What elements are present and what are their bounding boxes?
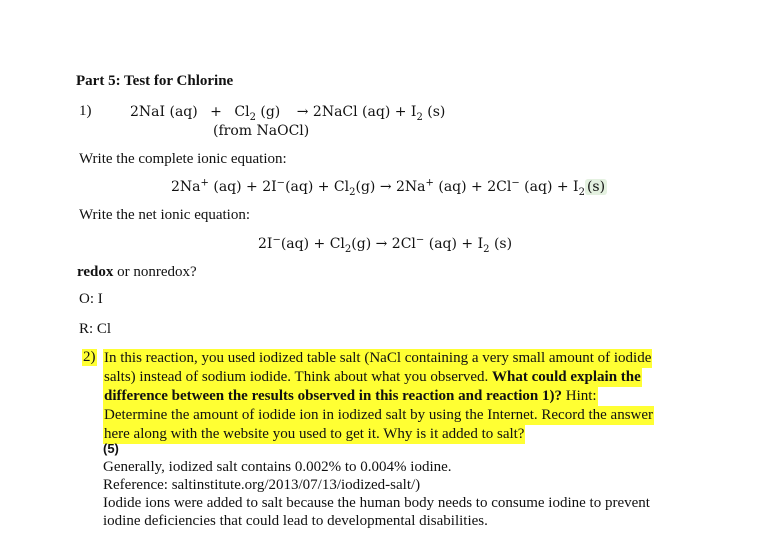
ni-part: 2I [258, 236, 273, 252]
ci-sup: + [425, 177, 434, 189]
ni-part: (s) [489, 236, 513, 252]
eq1-iodine-sub: 2 [416, 111, 423, 123]
complete-ionic-prompt: Write the complete ionic equation: [79, 151, 287, 167]
question-2-points: (5) [103, 441, 119, 456]
redox-suffix: or nonredox? [113, 264, 197, 280]
eq1-reactant: 2NaI (aq) [130, 104, 198, 120]
question-2-number [82, 349, 97, 366]
part-title: Part 5: Test for Chlorine [76, 73, 234, 89]
answer-line-3: Iodide ions were added to salt because the human body needs to consume iodine to prevent [103, 495, 650, 511]
redox-label: redox [77, 264, 114, 280]
answer-line-4: iodine deficiencies that could lead to developmental disabilities. [103, 513, 488, 529]
question-2-body [103, 349, 654, 444]
ci-sup: + [200, 177, 209, 189]
ni-part: (g) → 2Cl [351, 236, 416, 252]
eq1-iodine-state: (s) [422, 104, 446, 120]
redox-question [77, 264, 197, 281]
answer-line-2: Reference: saltinstitute.org/2013/07/13/iodized-salt/) [103, 477, 421, 493]
ci-sup: − [511, 177, 520, 189]
question-2-answer [103, 458, 650, 530]
ci-part: 2Na [171, 179, 201, 195]
ni-part: (aq) + I [424, 236, 484, 252]
answer-line-1: Generally, iodized salt contains 0.002% to 0.004% iodine. [103, 459, 452, 475]
q2-line-5: here along with the website you used to get it. Why is it added to salt? [104, 426, 525, 442]
question-1-note: (from NaOCl) [213, 123, 310, 139]
ci-sub: 2 [578, 186, 585, 198]
q2-line-3b: Hint: [562, 388, 597, 404]
eq1-plus: + [210, 104, 222, 120]
ci-part: (aq) + 2I [208, 179, 277, 195]
q2-line-4: Determine the amount of iodide ion in iodized salt by using the Internet. Record the answer [104, 407, 654, 423]
eq1-chlorine-state: (g) [255, 104, 281, 120]
eq1-chlorine: Cl [234, 104, 250, 120]
net-ionic-equation [258, 234, 513, 255]
ci-sup: − [276, 177, 286, 189]
ci-solid-state-highlight: (s) [586, 179, 606, 195]
eq1-chlorine-sub: 2 [249, 111, 256, 123]
question-2-number-text: 2) [83, 349, 96, 365]
q2-line-2a: salts) instead of sodium iodide. Think about what you observed. [104, 369, 493, 385]
q2-line-3a: difference between the results observed in this reaction and reaction 1)? [104, 388, 563, 404]
ci-sub: 2 [349, 186, 356, 198]
ci-part: (aq) + Cl [285, 179, 350, 195]
ni-sub: 2 [344, 243, 352, 255]
oxidized-answer: O: I [79, 291, 103, 307]
q2-line-1: In this reaction, you used iodized table salt (NaCl containing a very small amount of iodide [104, 350, 652, 366]
ni-part: (aq) + Cl [280, 236, 345, 252]
ni-sub: 2 [483, 243, 490, 255]
question-1-number: 1) [79, 103, 92, 119]
complete-ionic-equation [171, 177, 607, 198]
ci-part: (g) → 2Na [355, 179, 426, 195]
eq1-products: → 2NaCl (aq) + I [296, 104, 417, 120]
ci-part: (aq) + I [519, 179, 579, 195]
ni-sup: − [415, 234, 425, 246]
net-ionic-prompt: Write the net ionic equation: [79, 207, 251, 223]
question-1-equation [130, 104, 446, 123]
reduced-answer: R: Cl [79, 321, 112, 337]
ci-part: (aq) + 2Cl [433, 179, 512, 195]
ni-sup: − [272, 234, 281, 246]
q2-line-2b: What could explain the [492, 369, 641, 385]
